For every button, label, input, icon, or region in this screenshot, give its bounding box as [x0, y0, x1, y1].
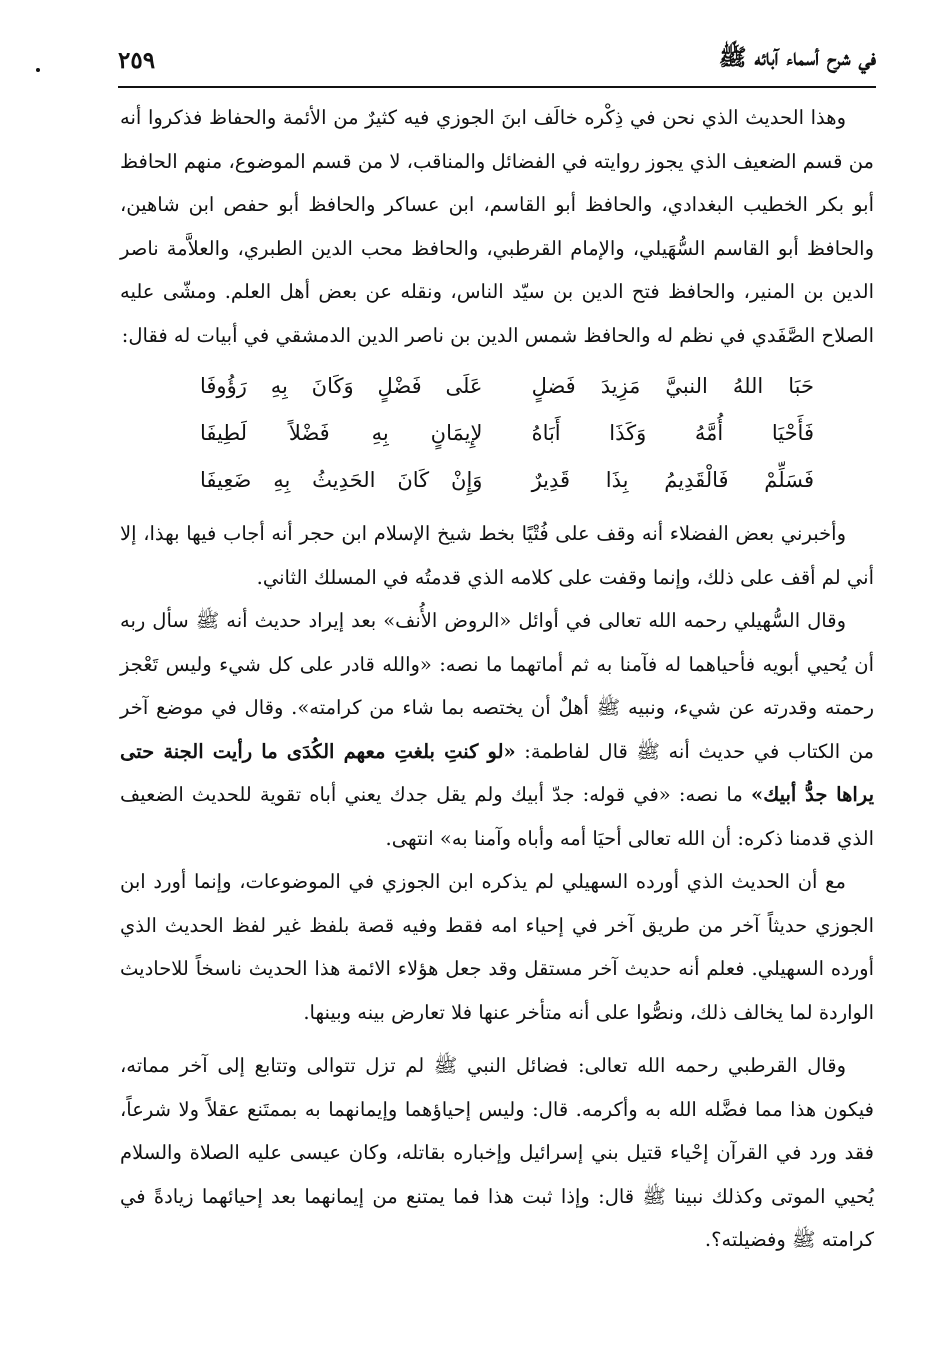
page-number: ٢٥٩: [118, 46, 156, 74]
verse-first-hemistich: فَسَلِّمْ فَالْقَدِيمُ بِذَا قَدِيرٌ: [531, 468, 814, 492]
verse-first-hemistich: حَبَا اللهُ النبيَّ مَزِيدَ فَضلٍ: [531, 374, 814, 398]
hadith-quote: «لو كنتِ بلغتِ معهم الكُدَى ما رأيت الجنة حتى يراها جدُّ أبيك»: [120, 739, 874, 806]
paragraph: وهذا الحديث الذي نحن في ذِكْره خالَف ابنَ الجوزي فيه كثيرٌ من الأئمة والحفاظ فذكروا أنه من قسم الضعيف الذي يجوز روايته في الفضائل والمناقب، لا من قسم الموضوع، منهم الحافظ أبو بكر الخطيب البغدادي، والحافظ أبو القاسم، ابن عساكر والحافظ أبو حفص ابن شاهين، والحافظ أبو القاسم السُّهَيلي، والإمام القرطبي، والحافظ محب الدين الطبري، والعلاَّمة ناصر الدين بن المنير، والحافظ فتح الدين بن سيّد الناس، ونقله عن بعض أهل العلم. ومشّى عليه الصلاح الصَّفَدي في نظم له والحافظ شمس الدين بن ناصر الدين الدمشقي في أبيات له فقال:: [120, 106, 874, 347]
verse-line: [200, 363, 814, 410]
verse-line: [200, 410, 814, 457]
quote-commentary: ما نصه: «في قوله: جدّ أبيك ولم يقل جدك يعني أباه تقوية للحديث الضعيف الذي قدمنا ذكره: أن الله تعالى أحيَا أمه وأباه وآمنا به» انتهى.: [120, 783, 874, 850]
header-rule: [118, 86, 876, 88]
verse-second-hemistich: وَإِنْ كَانَ الحَدِيثُ بِهِ ضَعِيفَا: [200, 468, 483, 492]
poem: [120, 363, 874, 504]
paragraph: وقال القرطبي رحمه الله تعالى: فضائل النبي ﷺ لم تزل تتوالى وتتابع إلى آخر مماته، فيكون هذا مما فضَّله الله به وأكرمه. قال: وليس إحياؤهما وإيمانهما به بممتَنع عقلاً ولا شرعاً، فقد ورد في القرآن إحْياء قتيل بني إسرائيل وإخباره بقاتله، وكان عيسى عليه الصلاة والسلام يُحيي الموتى وكذلك نبينا ﷺ قال: وإذا ثبت هذا فما يمتنع من إيمانهما بعد إحيائهما زيادةً في كرامته ﷺ وفضيلته؟.: [120, 1054, 874, 1251]
verse-second-hemistich: لإِيمَانٍ بِهِ فَضْلاً لَطِيفَا: [200, 421, 483, 445]
paragraph-text: وقال السُّهيلي رحمه الله تعالى في أوائل «الروض الأُنف» بعد إيراد حديث أنه ﷺ سأل ربه أن يُحيي أبويه فأحياهما له فآمنا به ثم أماتهما ما نصه: «والله قادر على كل شيء وليس تَعْجز رحمته وقدرته عن شيء، ونبيه ﷺ أهلٌ أن يختصه بما شاء من كرامته». وقال في موضع آخر من الكتاب في حديث أنه ﷺ قال لفاطمة:: [120, 609, 874, 763]
paragraph: مع أن الحديث الذي أورده السهيلي لم يذكره ابن الجوزي في الموضوعات، وإنما أورد ابن الجوزي حديثاً آخر من طريق آخر في إحياء امه فقط وفيه قصة بلفظ غير لفظ الحديث الذي أورده السهيلي. فعلم أنه حديث آخر مستقل وقد جعل هؤلاء الائمة هذا الحديث ناسخاً للاحاديث الواردة لما يخالف ذلك، ونصُّوا على أنه متأخر عنها فلا تعارض بينه وبينها.: [120, 870, 874, 1024]
paragraph-with-quote: [120, 599, 874, 860]
verse-line: [200, 457, 814, 504]
main-text: [120, 96, 874, 1262]
paragraph: وأخبرني بعض الفضلاء أنه وقف على فُتْيًا بخط شيخ الإسلام ابن حجر أنه أجاب فيها بهذا، إلا أني لم أقف على ذلك، وإنما وقفت على كلامه الذي قدمتُه في المسلك الثاني.: [120, 522, 874, 589]
page-header: [118, 40, 876, 80]
scan-speck: [36, 68, 40, 72]
running-title: في شرح أسماء آبائه ﷺ: [718, 44, 876, 71]
verse-second-hemistich: عَلَى فَضْلٍ وَكَانَ بِهِ رَؤُوفَا: [200, 374, 483, 398]
verse-first-hemistich: فَأَحْيَا أُمَّهُ وَكَذَا أَبَاهُ: [531, 421, 814, 445]
